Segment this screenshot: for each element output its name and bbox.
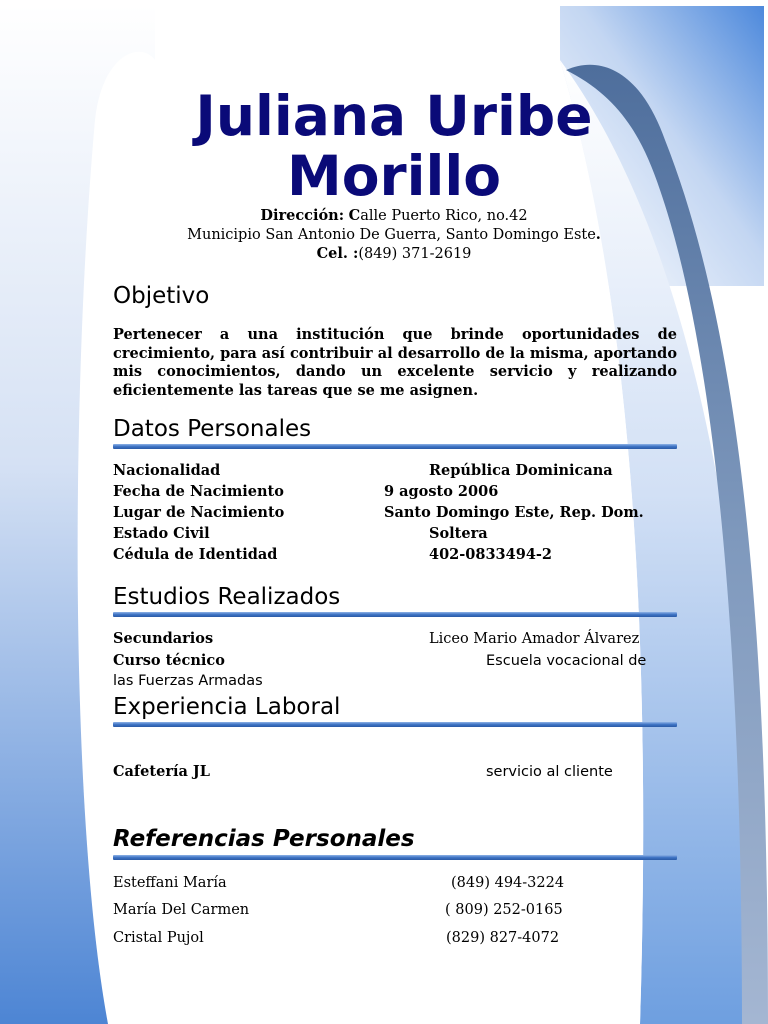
address-line-1 — [0, 207, 768, 225]
studies-divider — [113, 612, 677, 617]
civil-status-label: Estado Civil — [113, 525, 210, 542]
reference-phone-3: (829) 827-4072 — [446, 930, 560, 946]
personal-data-divider — [113, 444, 677, 449]
address-label: Dirección: — [260, 207, 345, 224]
reference-name-1: Esteffani María — [113, 875, 227, 891]
birth-date-label: Fecha de Nacimiento — [113, 483, 284, 500]
objective-text: Pertenecer a una institución que brinde oportunidades de crecimiento, para así contribuir al desarrollo de la misma, aportando mis conocimientos, dando un excelente servicio y realizando eficientemente las tareas que se me asignen. — [113, 326, 677, 399]
birth-place-value: Santo Domingo Este, Rep. Dom. — [384, 504, 644, 521]
address-line-2 — [0, 226, 768, 244]
references-title: Referencias Personales — [113, 826, 415, 852]
reference-phone-2: ( 809) 252-0165 — [445, 902, 563, 918]
nationality-value: República Dominicana — [429, 462, 613, 479]
personal-data-title: Datos Personales — [113, 416, 312, 442]
name-line-2: Morillo — [287, 144, 501, 208]
references-divider — [113, 855, 677, 860]
address-initial: C — [348, 207, 361, 224]
address-period: . — [595, 226, 601, 243]
nationality-label: Nacionalidad — [113, 462, 221, 479]
birth-place-label: Lugar de Nacimiento — [113, 504, 285, 521]
secondary-value: Liceo Mario Amador Álvarez — [429, 631, 640, 647]
employer-role: servicio al cliente — [486, 764, 613, 780]
experience-title: Experiencia Laboral — [113, 694, 341, 720]
experience-divider — [113, 722, 677, 727]
id-card-value: 402-0833494-2 — [429, 546, 553, 563]
secondary-label: Secundarios — [113, 630, 214, 647]
objective-title: Objetivo — [113, 283, 210, 309]
phone-number: (849) 371-2619 — [358, 246, 472, 262]
course-value-continued: las Fuerzas Armadas — [113, 673, 263, 689]
reference-name-2: María Del Carmen — [113, 902, 250, 918]
reference-phone-1: (849) 494-3224 — [451, 875, 565, 891]
course-label: Curso técnico — [113, 652, 225, 669]
civil-status-value: Soltera — [429, 525, 488, 542]
name-line-1: Juliana Uribe — [195, 84, 593, 148]
phone-line — [0, 245, 768, 263]
birth-date-value: 9 agosto 2006 — [384, 483, 499, 500]
address-municipality: Municipio San Antonio De Guerra, Santo Domingo Este — [187, 227, 596, 243]
phone-label: Cel. : — [316, 245, 359, 262]
address-text: alle Puerto Rico, no.42 — [360, 208, 528, 224]
course-value: Escuela vocacional de — [486, 653, 647, 669]
employer-name: Cafetería JL — [113, 763, 210, 780]
reference-name-3: Cristal Pujol — [113, 930, 204, 946]
studies-title: Estudios Realizados — [113, 584, 341, 610]
id-card-label: Cédula de Identidad — [113, 546, 278, 563]
